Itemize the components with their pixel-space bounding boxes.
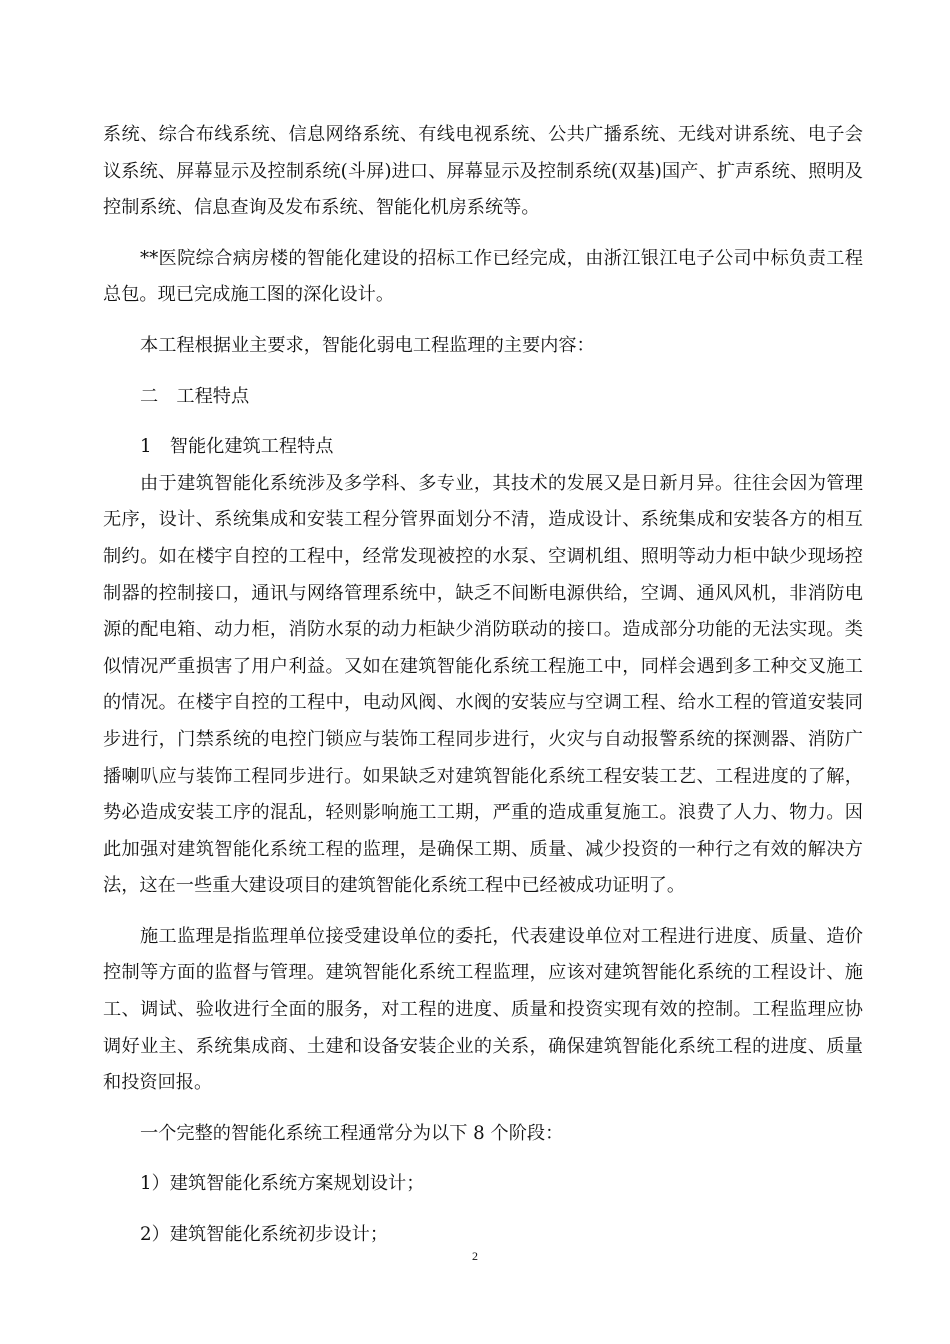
paragraph-tender-status: **医院综合病房楼的智能化建设的招标工作已经完成，由浙江银江电子公司中标负责工程总包。现已完成施工图的深化设计。 <box>103 247 863 306</box>
paragraph-supervision-scope: 本工程根据业主要求，智能化弱电工程监理的主要内容： <box>140 334 595 356</box>
paragraph-construction-supervision: 施工监理是指监理单位接受建设单位的委托，代表建设单位对工程进行进度、质量、造价控制等方面的监督与管理。建筑智能化系统工程监理，应该对建筑智能化系统的工程设计、施工、调试、验收进行全面的服务，对工程的进度、质量和投资实现有效的控制。工程监理应协调好业主、系统集成商、土建和设备安装企业的关系，确保建筑智能化系统工程的进度、质量和投资回报。 <box>103 925 863 1094</box>
subsection-heading-intelligent-building: 1 智能化建筑工程特点 <box>140 436 334 458</box>
document-body <box>103 117 863 1254</box>
paragraph-project-stages-intro: 一个完整的智能化系统工程通常分为以下 8 个阶段： <box>140 1122 564 1144</box>
page-number: 2 <box>472 1249 478 1263</box>
list-item-stage-1: 1）建筑智能化系统方案规划设计； <box>140 1173 425 1195</box>
paragraph-system-list: 系统、综合布线系统、信息网络系统、有线电视系统、公共广播系统、无线对讲系统、电子会议系统、屏幕显示及控制系统(斗屏)进口、屏幕显示及控制系统(双基)国产、扩声系统、照明及控制系统、信息查询及发布系统、智能化机房系统等。 <box>103 124 863 219</box>
list-item-stage-2: 2）建筑智能化系统初步设计； <box>140 1224 389 1246</box>
paragraph-intelligent-building-features: 由于建筑智能化系统涉及多学科、多专业，其技术的发展又是日新月异。往往会因为管理无序，设计、系统集成和安装工程分管界面划分不清，造成设计、系统集成和安装各方的相互制约。如在楼宇自控的工程中，经常发现被控的水泵、空调机组、照明等动力柜中缺少现场控制器的控制接口，通讯与网络管理系统中，缺乏不间断电源供给，空调、通风风机，非消防电源的配电箱、动力柜，消防水泵的动力柜缺少消防联动的接口。造成部分功能的无法实现。类似情况严重损害了用户利益。又如在建筑智能化系统工程施工中，同样会遇到多工种交叉施工的情况。在楼宇自控的工程中，电动风阀、水阀的安装应与空调工程、给水工程的管道安装同步进行，门禁系统的电控门锁应与装饰工程同步进行，火灾与自动报警系统的探测器、消防广播喇叭应与装饰工程同步进行。如果缺乏对建筑智能化系统工程安装工艺、工程进度的了解，势必造成安装工序的混乱，轻则影响施工工期，严重的造成重复施工。浪费了人力、物力。因此加强对建筑智能化系统工程的监理，是确保工期、质量、减少投资的一种行之有效的解决方法，这在一些重大建设项目的建筑智能化系统工程中已经被成功证明了。 <box>103 472 863 897</box>
section-heading-project-features: 二 工程特点 <box>140 385 250 407</box>
